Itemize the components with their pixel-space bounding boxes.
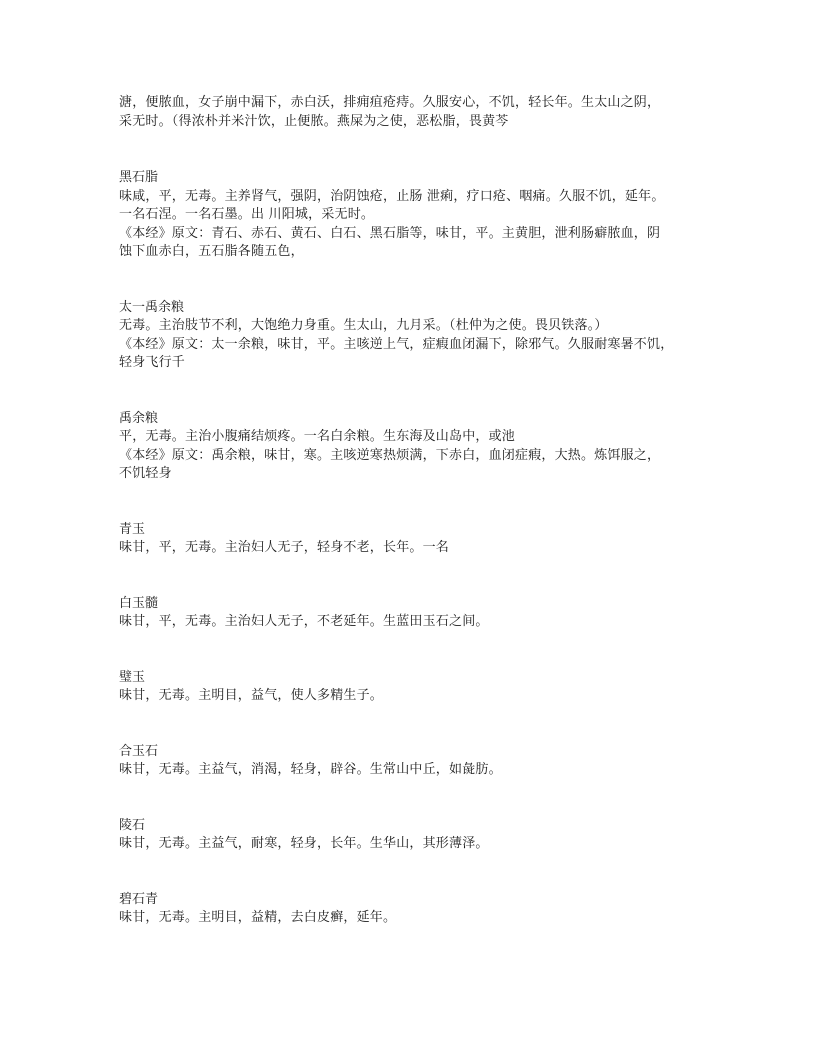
text-line: 不饥轻身 — [119, 466, 172, 481]
entry-baiyusui — [119, 595, 699, 632]
text-line: 一名石涅。一名石墨。出 川阳城，采无时。 — [119, 207, 375, 222]
entry-heishizhi — [119, 169, 699, 262]
text-line: 味甘，平，无毒。主治妇人无子，不老延年。生蓝田玉石之间。 — [119, 614, 489, 629]
entry-taiyi-yuyuliang — [119, 299, 699, 373]
text-line: 味甘，无毒。主明目，益气，使人多精生子。 — [119, 688, 384, 703]
text-line: 溏，便脓血，女子崩中漏下，赤白沃，排痈疽疮痔。久服安心，不饥，轻长年。生太山之阴， — [119, 95, 661, 110]
entry-lingshi — [119, 817, 699, 854]
text-line: 味甘，无毒。主益气，耐寒，轻身，长年。生华山，其形薄泽。 — [119, 836, 489, 851]
text-line: 《本经》原文：青石、赤石、黄石、白石、黑石脂等，味甘，平。主黄胆，泄利肠癖脓血，阴 — [119, 225, 661, 241]
text-line: 味甘，平，无毒。主治妇人无子，轻身不老，长年。一名 — [119, 540, 450, 555]
text-line: 味咸，平，无毒。主养肾气，强阴，治阴蚀疮，止肠 泄痢，疗口疮、咽痛。久服不饥，延年。 — [119, 188, 665, 204]
document-page — [119, 94, 699, 965]
entry-qingyu — [119, 521, 699, 558]
entry-title: 璧玉 — [119, 669, 146, 685]
entry-title: 陵石 — [119, 817, 146, 833]
text-line: 无毒。主治肢节不利，大饱绝力身重。生太山，九月采。（杜仲为之使。畏贝铁落。） — [119, 318, 608, 333]
text-line: 采无时。（得浓朴并米汁饮，止便脓。燕屎为之使，恶松脂，畏黄芩 — [119, 113, 509, 129]
entry-title: 黑石脂 — [119, 170, 159, 185]
entry-title: 太一禹余粮 — [119, 299, 185, 315]
text-line: 蚀下血赤白，五石脂各随五色， — [119, 244, 304, 259]
entry-heyushi — [119, 743, 699, 780]
entry-title: 禹余粮 — [119, 410, 159, 426]
intro-paragraph — [119, 94, 699, 131]
entry-yuyuliang — [119, 410, 699, 484]
text-line: 平，无毒。主治小腹痛结烦疼。一名白余粮。生东海及山岛中，或池 — [119, 429, 516, 444]
entry-title: 碧石青 — [119, 891, 159, 907]
entry-title: 合玉石 — [119, 743, 159, 759]
entry-bishiqing — [119, 891, 699, 928]
text-line: 轻身飞行千 — [119, 355, 186, 370]
text-line: 味甘，无毒。主明目，益精，去白皮癣，延年。 — [119, 910, 397, 925]
entry-title: 白玉髓 — [119, 595, 159, 611]
text-line: 《本经》原文：太一余粮，味甘，平。主咳逆上气，症瘕血闭漏下，除邪气。久服耐寒暑不饥， — [119, 336, 674, 352]
text-line: 《本经》原文：禹余粮，味甘，寒。主咳逆寒热烦满，下赤白，血闭症瘕，大热。炼饵服之， — [119, 447, 661, 463]
text-line: 味甘，无毒。主益气，消渴，轻身，辟谷。生常山中丘，如彘肪。 — [119, 762, 502, 777]
entry-title: 青玉 — [119, 521, 146, 537]
entry-biyu — [119, 669, 699, 706]
